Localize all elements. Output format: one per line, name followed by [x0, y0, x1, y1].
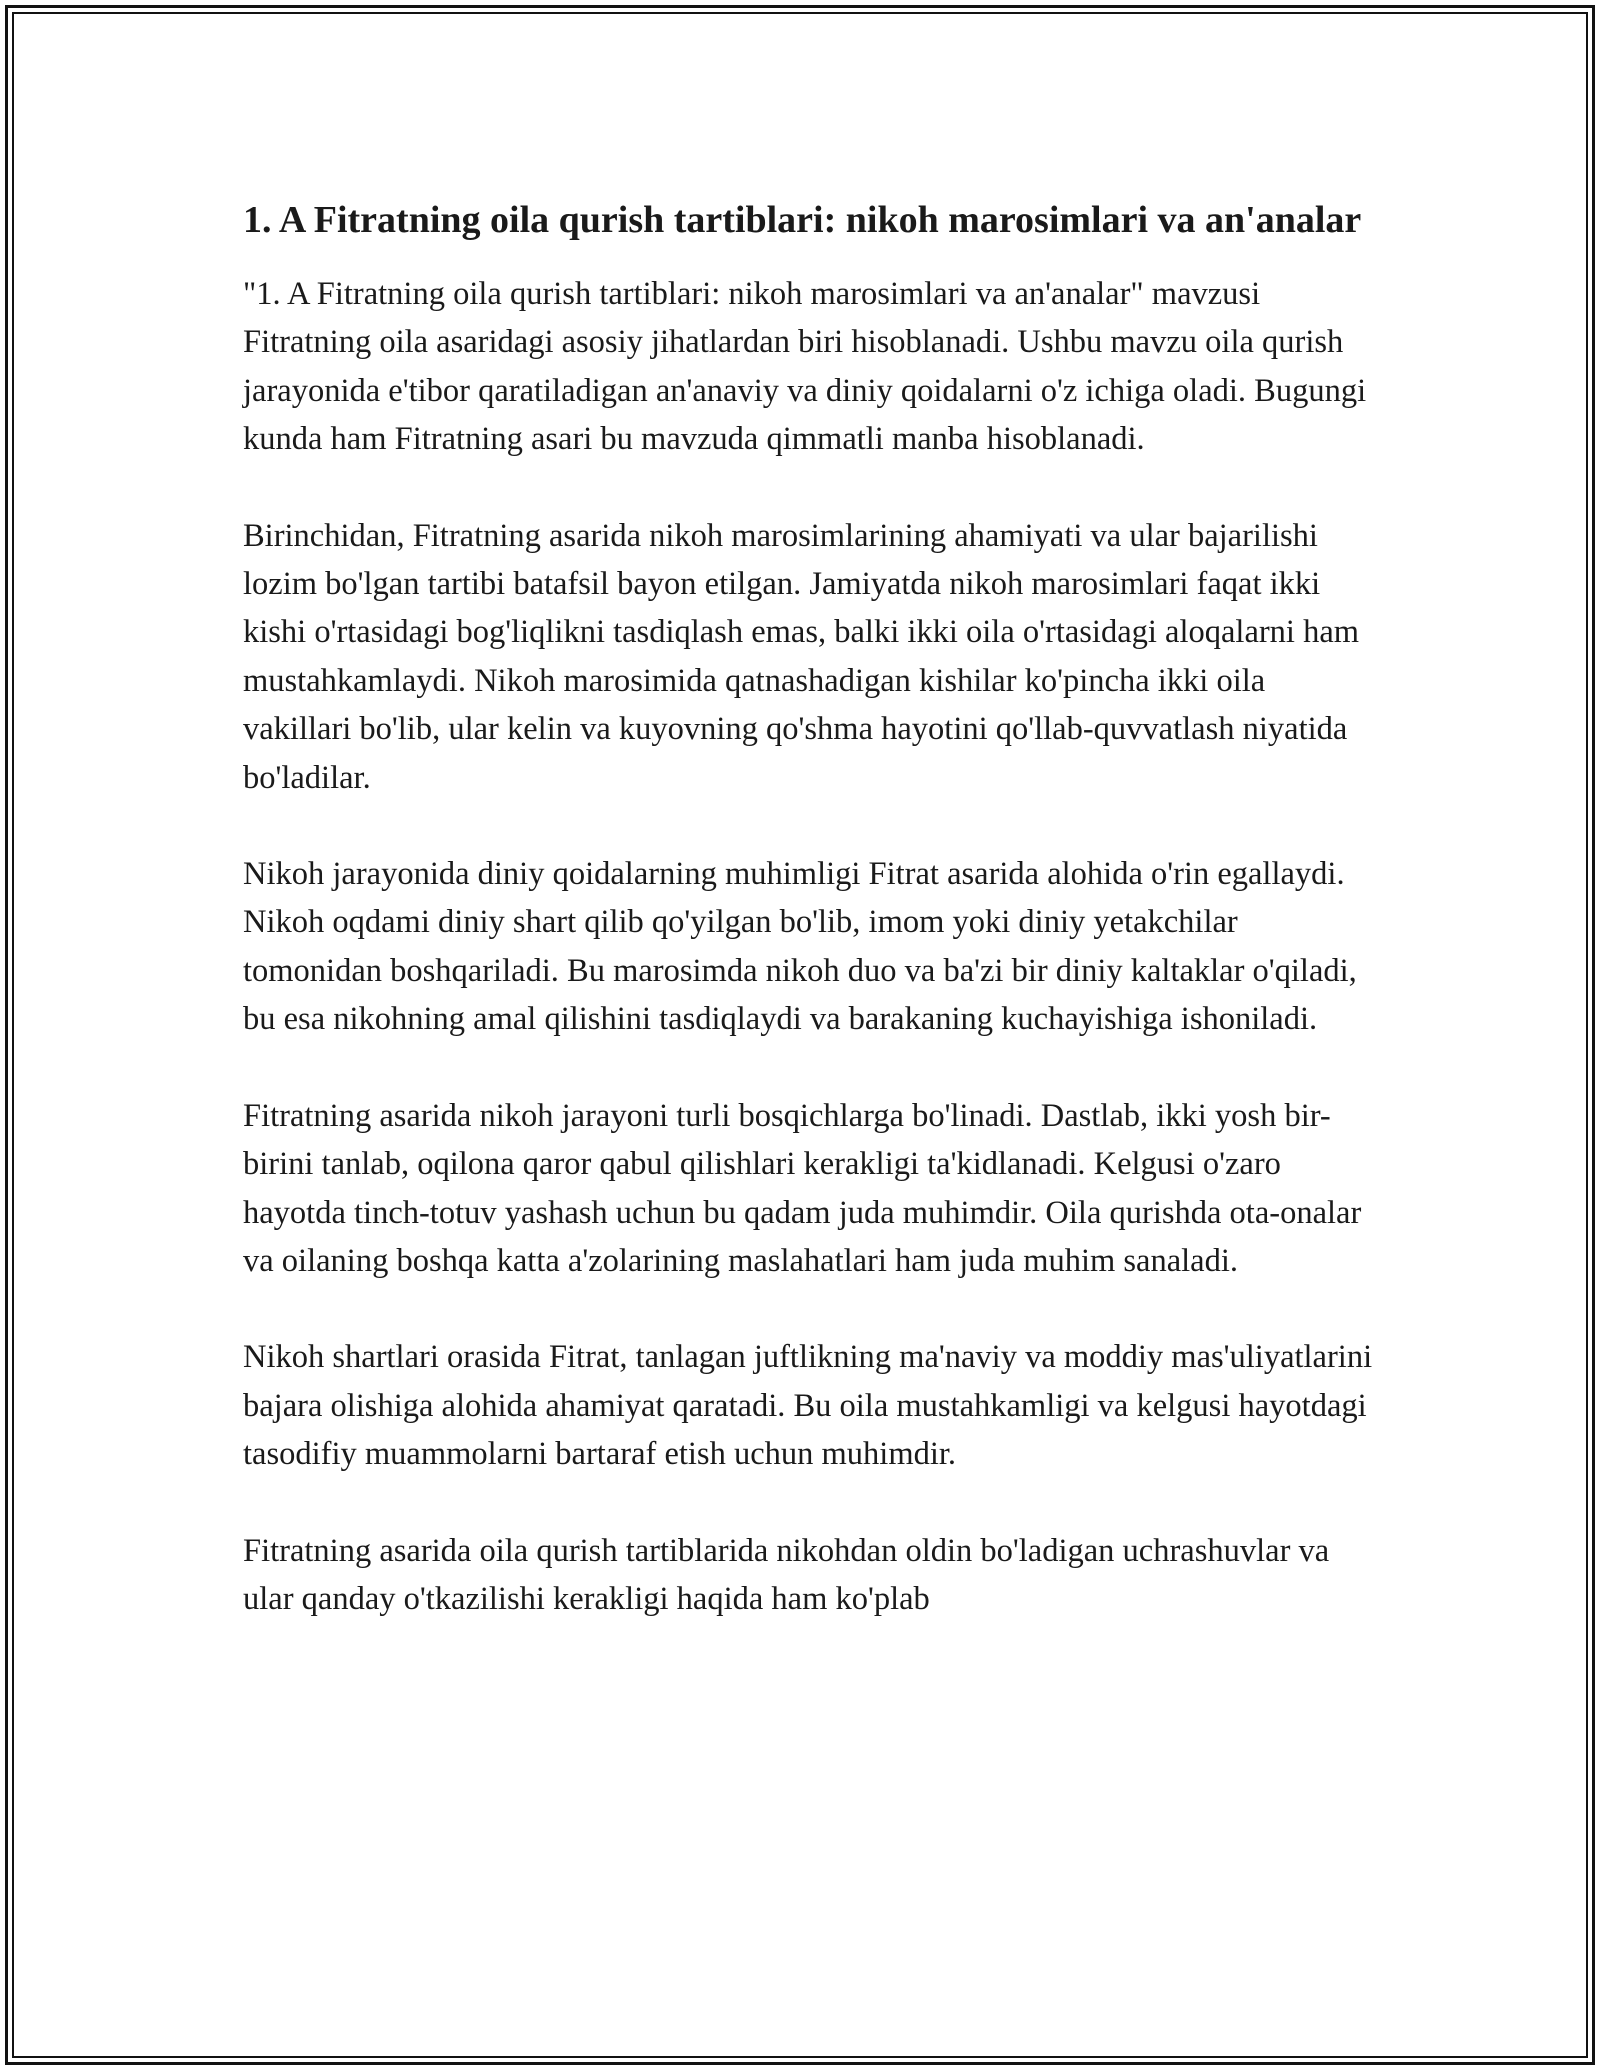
paragraph-3: Nikoh jarayonida diniy qoidalarning muhimligi Fitrat asarida alohida o'rin egallaydi. Nikoh oqdami diniy shart qilib qo'yilgan bo'lib, imom yoki diniy yetakchilar tomonidan boshqariladi. Bu marosimda nikoh duo va ba'zi bir diniy kaltaklar o'qiladi, bu esa nikohning amal qilishini tasdiqlaydi va barakaning kuchayishiga ishoniladi.	[243, 856, 1357, 1038]
page-frame	[5, 5, 1595, 2065]
paragraph-4: Fitratning asarida nikoh jarayoni turli bosqichlarga bo'linadi. Dastlab, ikki yosh bir-birini tanlab, oqilona qaror qabul qilishlari kerakligi ta'kidlanadi. Kelgusi o'zaro hayotda tinch-totuv yashash uchun bu qadam juda muhimdir. Oila qurishda ota-onalar va oilaning boshqa katta a'zolarining maslahatlari ham juda muhim sanaladi.	[243, 1097, 1362, 1279]
paragraph-1: "1. A Fitratning oila qurish tartiblari: nikoh marosimlari va an'analar" mavzusi Fitratning oila asaridagi asosiy jihatlardan biri hisoblanadi. Ushbu mavzu oila qurish jarayonida e'tibor qaratiladigan an'anaviy va diniy qoidalarni o'z ichiga oladi. Bugungi kunda ham Fitratning asari bu mavzuda qimmatli manba hisoblanadi.	[243, 276, 1367, 458]
document-title: 1. A Fitratning oila qurish tartiblari: nikoh marosimlari va an'analar	[243, 199, 1362, 241]
document-body	[243, 192, 1373, 1671]
paragraph-2: Birinchidan, Fitratning asarida nikoh marosimlarining ahamiyati va ular bajarilishi lozim bo'lgan tartibi batafsil bayon etilgan. Jamiyatda nikoh marosimlari faqat ikki kishi o'rtasidagi bog'liqlikni tasdiqlash emas, balki ikki oila o'rtasidagi aloqalarni ham mustahkamlaydi. Nikoh marosimida qatnashadigan kishilar ko'pincha ikki oila vakillari bo'lib, ular kelin va kuyovning qo'shma hayotini qo'llab-quvvatlash niyatida bo'ladilar.	[243, 517, 1360, 796]
paragraph-5: Nikoh shartlari orasida Fitrat, tanlagan juftlikning ma'naviy va moddiy mas'uliyatlarini bajara olishiga alohida ahamiyat qaratadi. Bu oila mustahkamligi va kelgusi hayotdagi tasodifiy muammolarni bartaraf etish uchun muhimdir.	[243, 1339, 1373, 1473]
paragraph-6: Fitratning asarida oila qurish tartiblarida nikohdan oldin bo'ladigan uchrashuvlar va ular qanday o'tkazilishi kerakligi haqida ham ko'plab	[243, 1532, 1330, 1617]
